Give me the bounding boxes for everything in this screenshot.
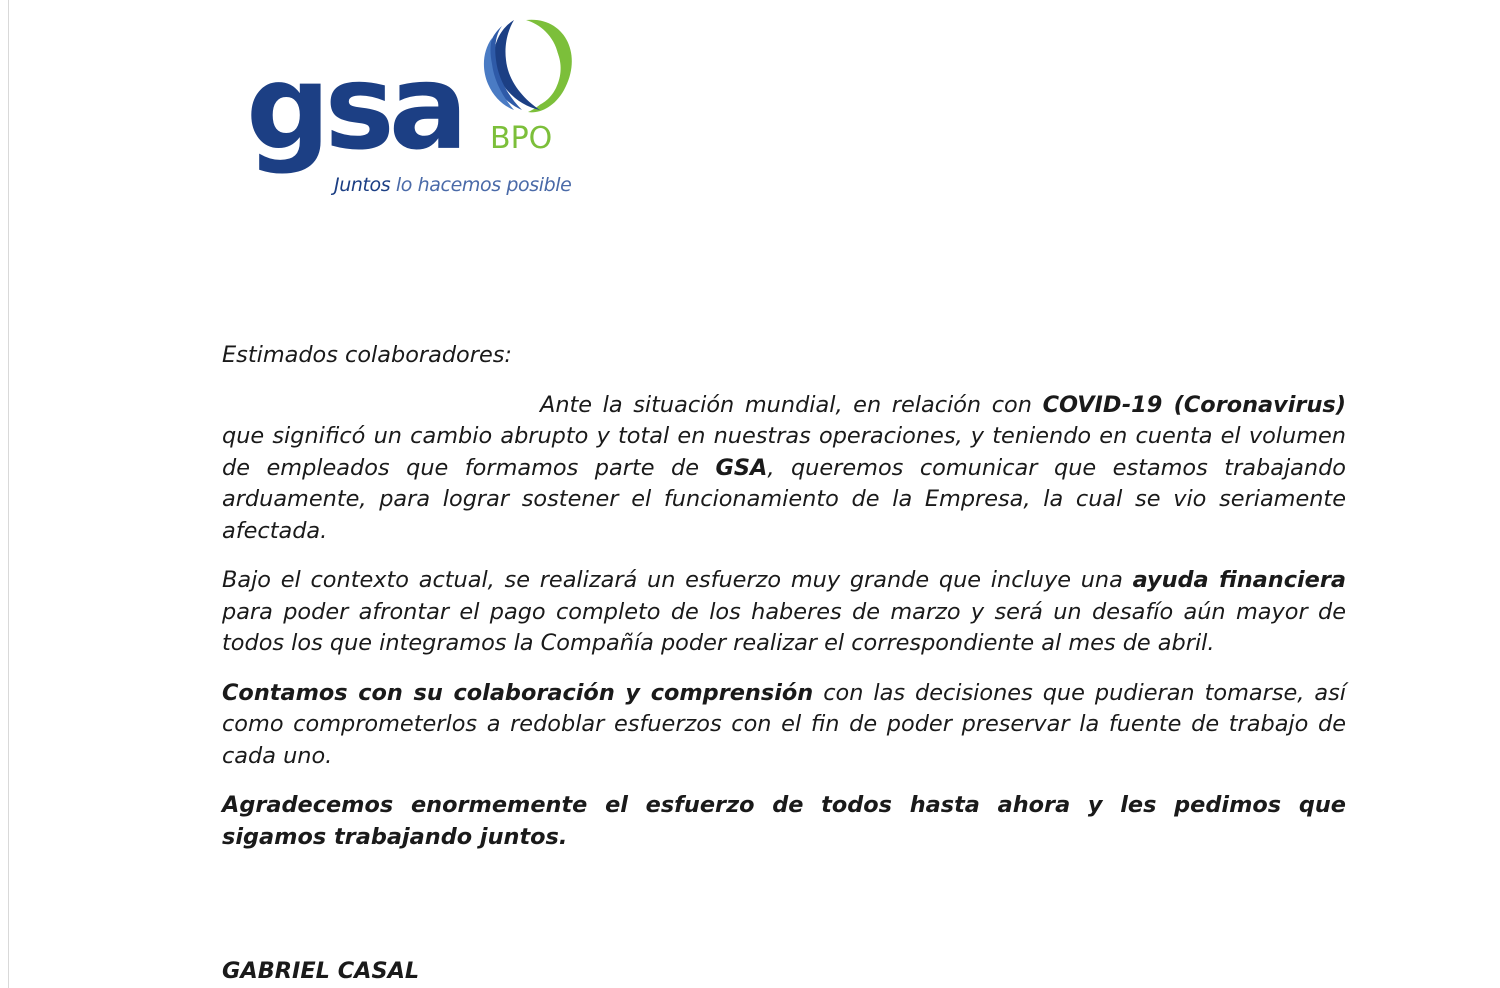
p3-text-1: con las decisiones que pudieran tomarse, así como comprometerlos a redoblar esfuerzos con el fin de poder preservar la fuente de trabajo de cada uno. (222, 679, 1346, 769)
p1-bold-gsa: GSA (715, 454, 768, 481)
letter-body (222, 336, 1346, 871)
p2-bold-ayuda: ayuda financiera (1132, 567, 1346, 593)
p3-bold-contamos: Contamos con su colaboración y comprensión (222, 679, 814, 706)
page-left-edge (8, 0, 9, 988)
logo-tagline (334, 176, 571, 195)
p1-text-2: que significó un cambio abrupto y total en nuestras operaciones, y teniendo en cuenta el volumen de empleados que formamos parte de (222, 423, 1346, 481)
logo-tagline-rest: lo hacemos posible (390, 174, 572, 196)
letter-paragraph-2 (222, 565, 1346, 660)
logo-tagline-strong: Juntos (334, 174, 391, 196)
p2-text-1: Bajo el contexto actual, se realizará un esfuerzo muy grande que incluye una (222, 567, 1133, 593)
p1-bold-covid: COVID-19 (Coronavirus) (1042, 391, 1346, 418)
letter-signature: GABRIEL CASAL (222, 958, 420, 984)
logo-wordmark: gsa (246, 38, 463, 176)
p1-text-1: Ante la situación mundial, en relación con (540, 391, 1043, 418)
p1-text-3: , queremos comunicar que estamos trabajando arduamente, para lograr sostener el funcionamiento de la Empresa, la cual se vio seriamente afectada. (222, 454, 1346, 544)
p2-text-2: para poder afrontar el pago completo de los haberes de marzo y será un desafío aún mayor de todos los que integramos la Compañía poder realizar el correspondiente al mes de abril. (222, 598, 1346, 656)
letter-greeting: Estimados colaboradores: (222, 342, 512, 368)
logo-bpo-suffix: BPO (490, 121, 553, 156)
letter-paragraph-3 (222, 678, 1346, 773)
logo-swoosh-icon (468, 12, 586, 130)
letter-paragraph-1 (222, 390, 1346, 548)
letter-closing: Agradecemos enormemente el esfuerzo de todos hasta ahora y les pedimos que sigamos trabajando juntos. (222, 792, 1346, 850)
company-logo (240, 12, 640, 212)
